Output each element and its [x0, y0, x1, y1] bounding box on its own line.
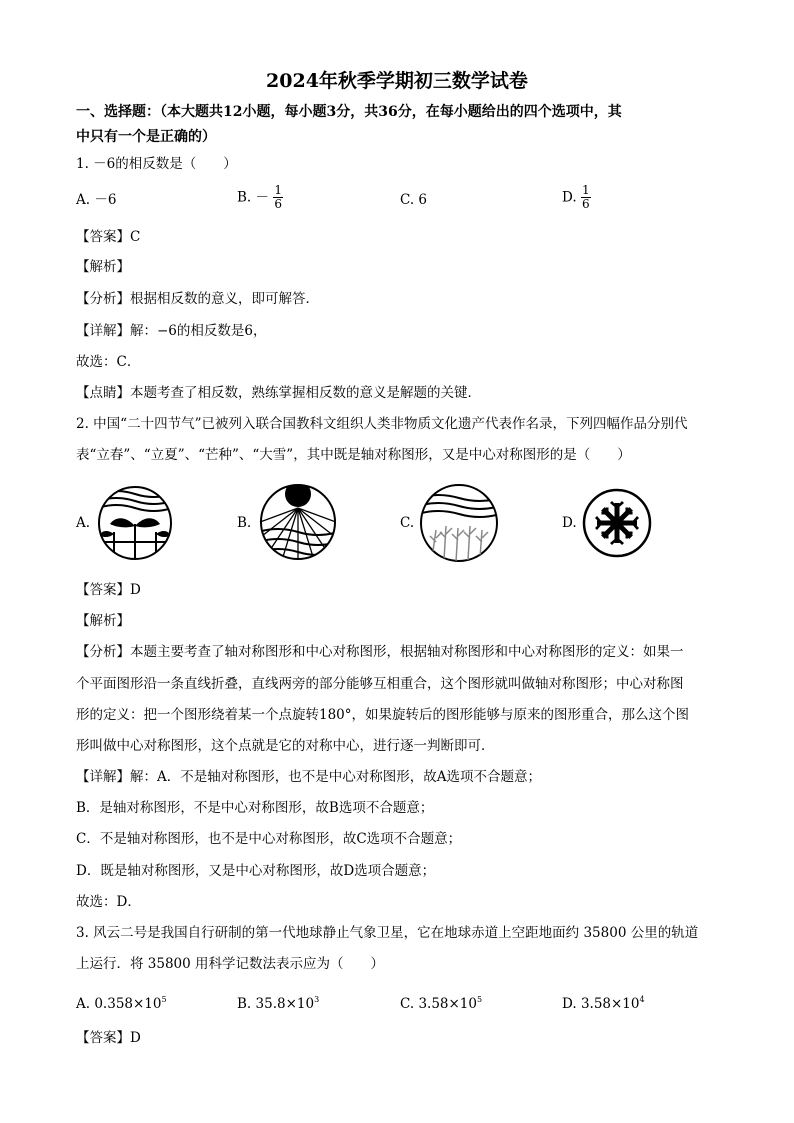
q1-dianjing: 【点睛】本题考查了相反数，熟练掌握相反数的意义是解题的关键． [76, 385, 481, 401]
q1-option-b-prefix: B. － [237, 189, 270, 206]
q3-option-c-base: 3.58×10 [418, 996, 477, 1012]
q3-option-c-exponent: 5 [477, 995, 483, 1004]
q1-option-d-prefix: D. [562, 189, 577, 206]
q1-xiangjie: 【详解】解：−6的相反数是6， [76, 323, 267, 339]
q3-option-d [562, 991, 645, 1013]
q1-option-b-denominator: 6 [274, 197, 282, 211]
q1-stem: 1. －6的相反数是（ ） [76, 156, 237, 172]
q3-option-a-prefix: A. [76, 996, 91, 1012]
q1-option-c: C. 6 [400, 192, 428, 208]
q2-xiangjie-3: C．不是轴对称图形，也不是中心对称图形，故C选项不合题意； [76, 831, 462, 847]
q3-option-c [400, 991, 482, 1013]
q2-option-a-label: A. [76, 515, 91, 531]
q2-fenxi-1: 【分析】本题主要考查了轴对称图形和中心对称图形，根据轴对称图形和中心对称图形的定义：如果一 [76, 644, 684, 660]
q2-fenxi-3: 形的定义：把一个图形绕着某一个点旋转180°，如果旋转后的图形能够与原来的图形重合，那么这个图 [76, 707, 690, 723]
mangzhong-emblem-image [418, 482, 500, 564]
q3-option-a-exponent: 5 [161, 995, 167, 1004]
q2-option-b-label: B. [237, 515, 252, 531]
q2-analysis-tag: 【解析】 [76, 613, 130, 629]
q3-option-d-prefix: D. [562, 996, 577, 1012]
q1-option-b [237, 184, 283, 211]
q1-fenxi: 【分析】根据相反数的意义，即可解答． [76, 291, 319, 307]
q1-option-d-denominator: 6 [581, 197, 590, 211]
q1-option-b-fraction [273, 184, 283, 211]
q3-stem-line2: 上运行．将 35800 用科学记数法表示应为（ ） [76, 956, 385, 972]
q2-option-c-label: C. [400, 515, 415, 531]
q2-fenxi-2: 个平面图形沿一条直线折叠，直线两旁的部分能够互相重合，这个图形就叫做轴对称图形；中心对称图 [76, 676, 684, 692]
q1-option-a: A. －6 [76, 192, 117, 208]
q1-analysis-tag: 【解析】 [76, 259, 130, 275]
daxue-emblem-image [582, 488, 652, 558]
lixia-emblem-image [258, 482, 338, 562]
q3-option-a-base: 0.358×10 [94, 996, 162, 1012]
q1-answer: 【答案】C [76, 229, 141, 245]
q3-option-d-base: 3.58×10 [580, 996, 640, 1012]
q3-option-b-prefix: B. [237, 996, 252, 1012]
q3-option-b-exponent: 3 [314, 995, 320, 1004]
q3-option-a [76, 991, 167, 1013]
q1-guxuan: 故选：C． [76, 354, 141, 370]
page-title: 2024年秋季学期初三数学试卷 [266, 70, 528, 92]
q2-option-d-label: D. [562, 515, 577, 531]
q3-option-b-base: 35.8×10 [255, 996, 315, 1012]
q2-stem-line1: 2. 中国“二十四节气”已被列入联合国教科文组织人类非物质文化遗产代表作名录，下列四幅作品分别代 [76, 416, 688, 432]
q3-stem-line1: 3. 风云二号是我国自行研制的第一代地球静止气象卫星，它在地球赤道上空距地面约 35800 公里的轨道 [76, 925, 699, 941]
lichun-emblem-image [96, 484, 174, 562]
q1-option-b-numerator: 1 [274, 183, 282, 197]
q3-option-b [237, 991, 319, 1013]
q2-fenxi-4: 形叫做中心对称图形，这个点就是它的对称中心，进行逐一判断即可． [76, 738, 495, 754]
q2-xiangjie-1: 【详解】解：A．不是轴对称图形，也不是中心对称图形，故A选项不合题意； [76, 769, 541, 785]
q3-answer: 【答案】D [76, 1030, 141, 1046]
q1-option-d [562, 184, 591, 211]
section-header-line2: 中只有一个是正确的） [76, 129, 216, 145]
q2-guxuan: 故选：D． [76, 894, 141, 910]
q2-xiangjie-4: D．既是轴对称图形，又是中心对称图形，故D选项合题意； [76, 863, 436, 879]
q2-xiangjie-2: B．是轴对称图形，不是中心对称图形，故B选项不合题意； [76, 800, 434, 816]
q1-option-d-numerator: 1 [581, 183, 590, 197]
q2-answer: 【答案】D [76, 582, 141, 598]
q1-option-d-fraction [581, 184, 591, 211]
section-header-line1: 一、选择题：（本大题共12小题，每小题3分，共36分，在每小题给出的四个选项中，其 [76, 104, 622, 120]
q3-option-d-exponent: 4 [639, 995, 645, 1004]
q2-stem-line2: 表“立春”、“立夏”、“芒种”、“大雪”，其中既是轴对称图形，又是中心对称图形的是（ ） [76, 447, 631, 463]
q3-option-c-prefix: C. [400, 996, 415, 1012]
